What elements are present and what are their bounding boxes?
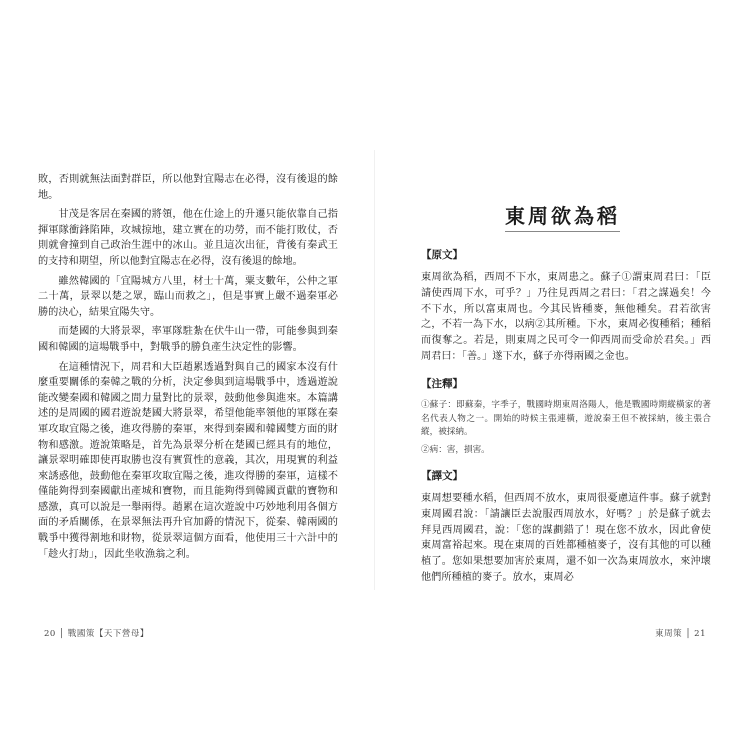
chapter-title: 東周欲為稻 (505, 204, 620, 228)
original-text-section (421, 247, 711, 365)
left-folio: 20 │ 戰國策【天下營母】 (44, 629, 149, 639)
chapter-title-rule (505, 231, 620, 232)
notes-heading: 【注釋】 (421, 378, 463, 390)
note-item: ②病：害，損害。 (421, 444, 490, 455)
original-text: 東周欲為稻，西周不下水，東周患之。蘇子①謂東周君曰：「臣請使西周下水，可乎？」乃往見西周之君曰：「君之謀過矣！今不下水，所以富東周也。今其民皆種麥，無他種矣。君若欲害之，不若一為下水，以病②其所種。下水，東周必復種稻；種稻而復奪之。若是，則東周之民可令一仰西周而受命於君矣。」西周君曰：「善。」遂下水，蘇子亦得兩國之金也。 (421, 272, 711, 362)
right-page (375, 0, 750, 750)
paragraph: 雖然韓國的「宜陽城方八里，材士十萬，粟支數年，公仲之軍二十萬，景翠以楚之眾，臨山而救之」，但是事實上嚴不過秦軍必勝的決心，結果宜陽失守。 (38, 275, 338, 318)
paragraph: 敗，否則就無法面對群臣，所以他對宜陽志在必得，沒有後退的餘地。 (38, 174, 338, 201)
right-folio: 東周策 │ 21 (655, 629, 706, 639)
original-heading: 【原文】 (421, 249, 463, 261)
paragraph: 甘茂是客居在秦國的將領，他在仕途上的升遷只能依靠自己指揮軍隊衝鋒陷陣，攻城掠地，建立實在的功勞，而不能打敗仗，否則就會撞到自己政治生涯中的冰山。並且這次出征，背後有秦武王的支持和期望，所以他對宜陽志在必得，沒有後退的餘地。 (38, 209, 338, 267)
notes-section (421, 376, 711, 461)
left-body-text (38, 172, 338, 566)
translation-text: 東周想要種水稻，但西周不放水，東周很憂慮這件事。蘇子就對東周國君說：「請讓臣去說服西周放水，好嗎？」於是蘇子就去拜見西周國君，說：「您的謀劃錯了！現在您不放水，因此會使東周富裕起來。現在東周的百姓都種植麥子，沒有其他的可以種植了。您如果想要加害於東周，還不如一次為東周放水，來沖壞他們所種植的麥子。放水，東周必 (421, 493, 711, 583)
translation-heading: 【譯文】 (421, 470, 463, 482)
paragraph: 而楚國的大將景翠，率軍隊駐紮在伏牛山一帶，可能參與到秦國和韓國的這場戰爭中，對戰爭的勝負產生決定性的影響。 (38, 326, 338, 353)
paragraph: 在這種情況下，周君和大臣趙累透過對與自己的國家本沒有什麼重要關係的秦韓之戰的分析，決定參與到這場戰爭中，透過遊說能改變秦國和韓國之間力量對比的景翠，鼓動他參與進來。本篇講述的是周國的國君遊說楚國大將景翠，希望他能率領他的軍隊在秦軍攻取宜陽之後，進攻得勝的秦軍，來得到秦國和韓國雙方面的財物和感激。遊說策略是，首先為景翠分析在楚國已經具有的地位，讓景翠明確即使再取勝也沒有實質性的意義，其次，用現實的利益來誘惑他，鼓動他在秦軍攻取宜陽之後，進攻得勝的秦軍，這樣不僅能夠得到秦國獻出產城和寶物，而且能夠得到韓國貢獻的寶物和感激，真可以說是一舉兩得。趙累在這次遊說中巧妙地利用各個方面的矛盾關係，在景翠無法再升官加爵的情況下，從秦、韓兩國的戰爭中獲得割地和財物，從景翠這個方面看，他使用三十六計中的「趁火打劫」，因此坐收漁翁之利。 (38, 361, 338, 560)
note-item: ①蘇子：即蘇秦，字季子，戰國時期東周洛陽人，他是戰國時期縱橫家的著名代表人物之一。開始的時候主張連橫，遊說秦王但不被採納，後主張合縱，被採納。 (421, 400, 711, 437)
translation-section (421, 468, 711, 586)
